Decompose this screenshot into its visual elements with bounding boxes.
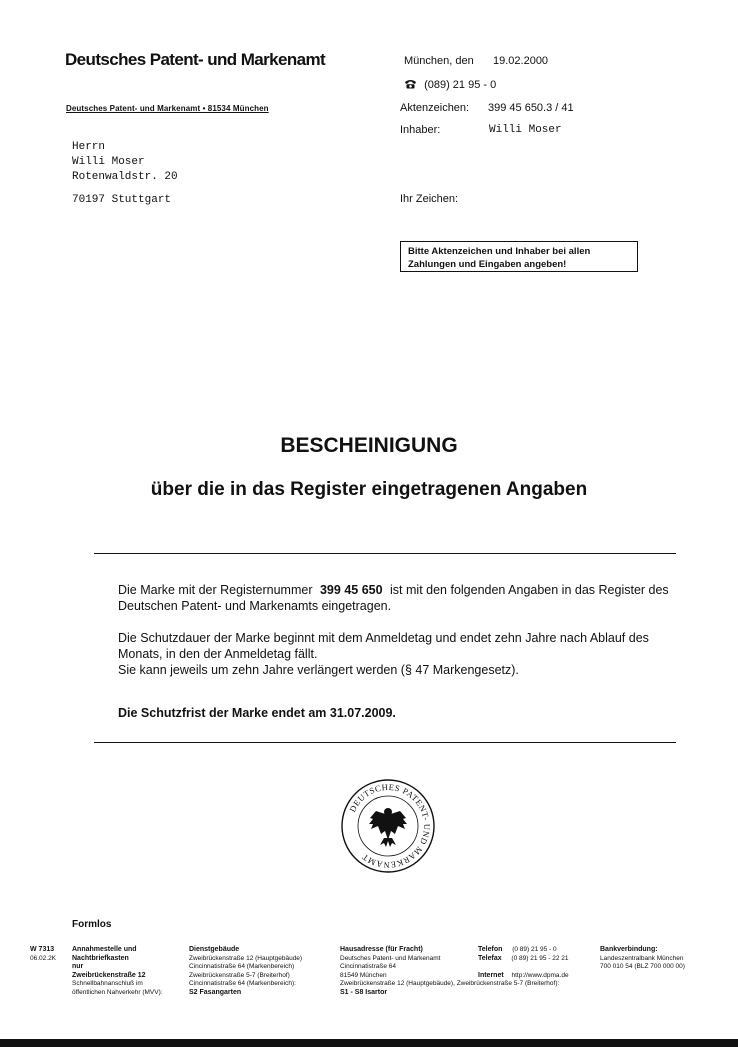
footer-bank-l3: 700 010 54 (BLZ 700 000 00)	[600, 963, 685, 970]
owner-name: Willi Moser	[489, 124, 562, 136]
footer-buildings-l5: Cincinnatistraße 64 (Markenbereich):	[189, 980, 296, 987]
form-number-block	[30, 946, 56, 963]
divider-top	[94, 553, 676, 554]
footer-internet: http://www.dpma.de	[511, 971, 569, 979]
protection-term-paragraph: Die Schutzdauer der Marke beginnt mit dem Anmeldetag und endet zehn Jahre nach Ablauf des Monats, in den der Anmeldetag fällt.	[118, 631, 649, 661]
footer-col-mailbox	[72, 946, 163, 997]
footer-tel: (0 89) 21 95 - 0	[512, 946, 557, 953]
your-ref-label: Ihr Zeichen:	[400, 193, 459, 205]
form-number: W 7313	[30, 946, 55, 953]
footer-buildings-l2: Zweibrückenstraße 12 (Hauptgebäude)	[189, 954, 303, 962]
footer-col-buildings	[189, 946, 302, 997]
document-title: BESCHEINIGUNG	[280, 434, 458, 457]
address-name: Willi Moser	[72, 156, 145, 168]
recipient-address	[72, 140, 178, 185]
footer-mailbox-l2: Nachtbriefkasten	[72, 954, 129, 962]
registration-number: 399 45 650	[319, 583, 383, 597]
footer-buildings-l4: Zweibrückenstraße 5-7 (Breiterhof)	[189, 971, 290, 979]
footer-mailbox-l1: Annahmestelle und	[72, 946, 137, 953]
footer-mailbox-l6: öffentlichen Nahverkehr (MVV):	[72, 988, 163, 996]
footer-buildings-l6: S2 Fasangarten	[189, 988, 242, 996]
address-city: 70197 Stuttgart	[72, 194, 172, 206]
file-no-label: Aktenzeichen:	[400, 102, 470, 114]
issue-date: 19.02.2000	[493, 55, 549, 67]
footer-mailbox-l4: Zweibrückenstraße 12	[72, 971, 146, 979]
place-date-label: München, den	[404, 55, 474, 67]
formlos-label: Formlos	[72, 919, 112, 930]
page-bottom-edge	[0, 1039, 738, 1047]
footer-address-l5: Zweibrückenstraße 12 (Hauptgebäude), Zweibrückenstraße 5-7 (Breiterhof):	[340, 980, 560, 987]
reference-notice-box: Bitte Aktenzeichen und Inhaber bei allen Zahlungen und Eingaben angeben!	[400, 241, 638, 272]
footer-address-l2: Deutsches Patent- und Markenamt	[340, 954, 441, 962]
footer-address-l6: S1 - S8 Isartor	[340, 988, 388, 996]
registration-text-b: ist mit den folgenden Angaben in das Register des Deutschen Patent- und Markenamts eingetragen.	[118, 583, 669, 613]
address-salutation: Herrn	[72, 141, 106, 153]
footer-internet-label: Internet	[478, 971, 504, 979]
divider-bottom	[94, 742, 676, 743]
footer-bank-l1: Bankverbindung:	[600, 946, 658, 953]
sender-line: Deutsches Patent- und Markenamt • 81534 München	[66, 104, 269, 113]
form-date: 06.02.2K	[30, 954, 57, 962]
footer-address-l4: 81549 München	[340, 971, 387, 979]
footer-address-l3: Cincinnatistraße 64	[340, 963, 396, 970]
seal-ring-text: DEUTSCHES PATENT- UND MARKENAMT	[347, 781, 433, 871]
renewal-paragraph: Sie kann jeweils um zehn Jahre verlängert werden (§ 47 Markengesetz).	[118, 663, 519, 677]
footer-buildings-l1: Dienstgebäude	[189, 946, 240, 953]
office-name: Deutsches Patent- und Markenamt	[65, 50, 326, 69]
footer-mailbox-l3: nur	[72, 963, 84, 970]
file-no: 399 45 650.3 / 41	[488, 102, 574, 114]
registration-text-a: Die Marke mit der Registernummer	[118, 583, 313, 597]
footer-fax: (0 89) 21 95 - 22 21	[511, 954, 569, 962]
footer-buildings-l3: Cincinnatistraße 64 (Markenbereich)	[189, 963, 295, 970]
document-subtitle: über die in das Register eingetragenen Angaben	[150, 479, 588, 500]
footer-bank-l2: Landeszentralbank München	[600, 954, 684, 962]
phone-number: (089) 21 95 - 0	[424, 79, 497, 92]
registration-paragraph	[118, 582, 678, 614]
footer-col-contact	[478, 946, 569, 980]
footer-mailbox-l5: Schnellbahnanschluß im	[72, 980, 143, 987]
eagle-seal-icon	[340, 778, 436, 874]
footer-tel-label: Telefon	[478, 946, 503, 953]
footer-address-l1: Hausadresse (für Fracht)	[340, 946, 423, 953]
phone-row	[404, 79, 496, 92]
phone-icon	[404, 79, 417, 92]
owner-label: Inhaber:	[400, 124, 441, 136]
address-street: Rotenwaldstr. 20	[72, 171, 178, 183]
expiry-statement: Die Schutzfrist der Marke endet am 31.07.2009.	[118, 706, 396, 720]
footer-fax-label: Telefax	[478, 954, 502, 962]
footer-col-bank	[600, 946, 685, 972]
